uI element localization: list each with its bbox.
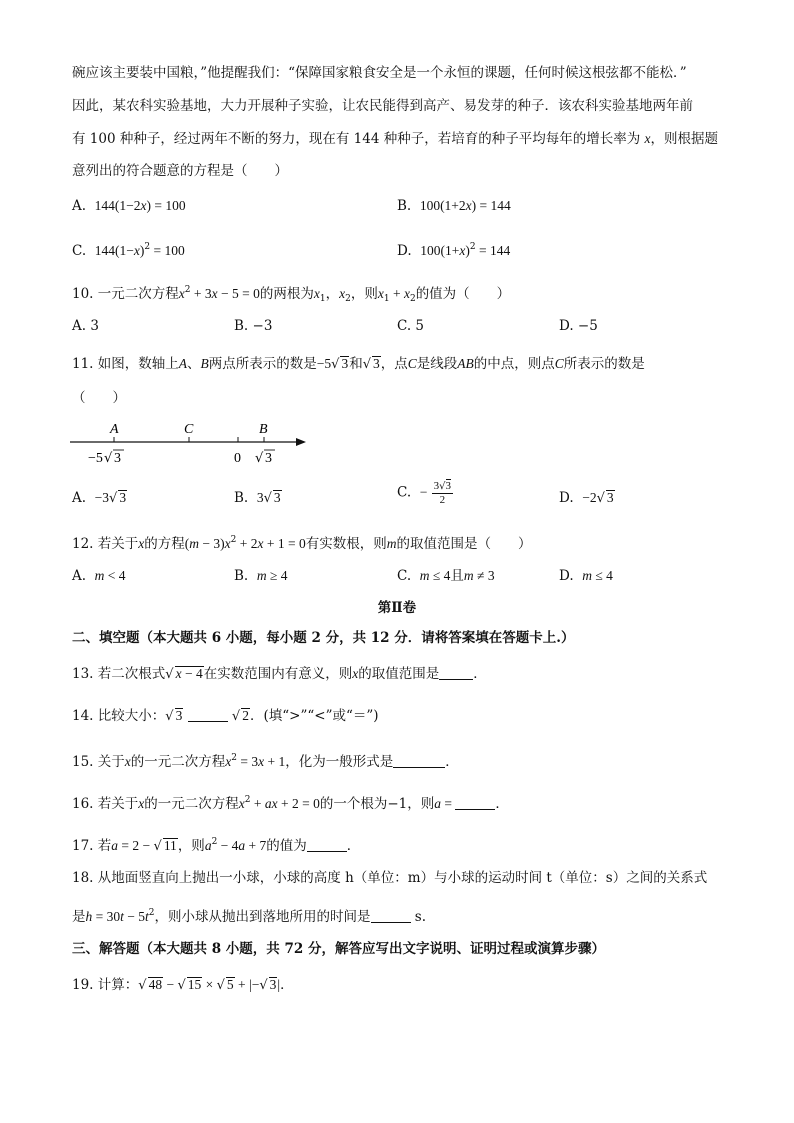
expr: x bbox=[313, 286, 320, 301]
expr: − 5 bbox=[123, 909, 146, 924]
expr: − bbox=[251, 977, 260, 992]
expr: m bbox=[582, 568, 592, 583]
paragraph-line-2: 因此，某农科实验基地，大力开展种子实验，让农民能得到高产、易发芽的种子．该农科实验基地两年前 bbox=[72, 98, 693, 114]
radical-sign: √ bbox=[439, 481, 446, 492]
stem-text: ． bbox=[445, 754, 459, 770]
subscript: 2 bbox=[345, 294, 351, 304]
q11-paren: （ ） bbox=[72, 390, 126, 406]
exponent: 2 bbox=[148, 908, 155, 918]
expr: x bbox=[238, 796, 245, 811]
stem-text: 关于 bbox=[97, 754, 125, 770]
stem-text: 是 bbox=[72, 909, 86, 925]
answer-blank[interactable] bbox=[371, 908, 411, 923]
expr: a bbox=[204, 838, 212, 853]
expr: = 144 bbox=[475, 243, 511, 258]
expr: − 3) bbox=[199, 536, 225, 551]
expr: + 1 = 0 bbox=[263, 536, 306, 551]
answer-blank[interactable] bbox=[188, 707, 228, 722]
q12-option-b[interactable] bbox=[234, 566, 287, 586]
expr: + 2 = 0 bbox=[277, 796, 320, 811]
tick-label-0: 0 bbox=[234, 451, 241, 466]
tick-label-a: −5 bbox=[88, 451, 103, 466]
expr: = 30 bbox=[92, 909, 121, 924]
expr: − bbox=[163, 977, 178, 992]
radicand: 3 bbox=[445, 480, 452, 492]
stem-text: 的取值范围是 bbox=[358, 666, 440, 682]
expr: (1+ bbox=[440, 243, 460, 258]
radical-sign: √ bbox=[153, 839, 162, 854]
exponent: 2 bbox=[231, 753, 238, 763]
expr: −2 bbox=[582, 490, 597, 505]
expr: 144 bbox=[94, 243, 115, 258]
radicand bbox=[175, 666, 204, 681]
q11-option-a[interactable] bbox=[72, 488, 127, 509]
exponent: 2 bbox=[184, 285, 191, 295]
expr: 144 bbox=[94, 198, 115, 213]
radicand: 3 bbox=[341, 356, 349, 371]
option-label: C. bbox=[72, 243, 87, 259]
q9-option-d[interactable] bbox=[397, 237, 510, 261]
expr: + 7 bbox=[245, 838, 267, 853]
question-number: 14. bbox=[72, 708, 94, 724]
radicand: 3 bbox=[273, 490, 281, 505]
expr: a bbox=[434, 796, 442, 811]
expr: = 100 bbox=[151, 198, 186, 213]
question-number: 15. bbox=[72, 754, 94, 770]
expr: m bbox=[386, 536, 397, 551]
expr: + 3 bbox=[190, 286, 212, 301]
expr: = 2 − bbox=[118, 838, 154, 853]
option-label: B. bbox=[397, 198, 412, 214]
point-label: C bbox=[554, 356, 564, 371]
expr: x bbox=[352, 666, 359, 681]
expr: a bbox=[111, 838, 119, 853]
stem-text: 和 bbox=[349, 356, 363, 372]
question-number: 19. bbox=[72, 977, 94, 993]
stem-text: ．(填“>”“<”或“＝”) bbox=[249, 708, 379, 724]
paragraph-line-3-end: ，则根据题 bbox=[650, 131, 718, 147]
paragraph-line-3-text: 有 100 种种子，经过两年不断的努力，现在有 144 种种子，若培育的种子平均每年的增长率为 bbox=[72, 131, 641, 147]
expr: = 100 bbox=[150, 243, 185, 258]
radical-sign: √ bbox=[231, 709, 241, 724]
radicand: 5 bbox=[226, 977, 234, 992]
expr: x bbox=[459, 243, 466, 258]
radical-sign: √ bbox=[596, 491, 605, 506]
option-label: D. bbox=[559, 568, 574, 584]
expr: × bbox=[202, 977, 217, 992]
expr: 100 bbox=[420, 243, 441, 258]
radical-sign: √ bbox=[165, 667, 174, 682]
expr: −5 bbox=[316, 356, 332, 371]
section-title: 第Ⅱ卷 bbox=[377, 600, 417, 616]
expr: ≥ 4 bbox=[266, 568, 288, 583]
answer-blank[interactable] bbox=[307, 837, 347, 852]
q10-option-a[interactable]: A. 3 bbox=[72, 318, 99, 334]
stem-text: 是线段 bbox=[416, 356, 458, 372]
answer-blank[interactable] bbox=[455, 795, 495, 810]
radicand: 3 bbox=[373, 356, 380, 371]
paragraph-line-4: 意列出的符合题意的方程是（ ） bbox=[72, 163, 288, 179]
question-number: 10. bbox=[72, 286, 94, 302]
expr: = 144 bbox=[476, 198, 511, 213]
stem-text: 若关于 bbox=[97, 536, 139, 552]
radical-sign: √ bbox=[138, 978, 147, 993]
expr: m bbox=[256, 568, 267, 583]
radical-sign: √ bbox=[259, 978, 268, 993]
tick-label-a-radicand: 3 bbox=[114, 451, 121, 466]
option-label: A. bbox=[72, 490, 87, 506]
point-label: C bbox=[407, 356, 417, 371]
paragraph-line-3 bbox=[72, 129, 718, 149]
expr: h bbox=[85, 909, 93, 924]
point-label: A bbox=[178, 356, 188, 371]
fraction-denominator: 2 bbox=[439, 494, 446, 506]
radicand: 15 bbox=[187, 977, 202, 992]
question-number: 12. bbox=[72, 536, 94, 552]
expr: x bbox=[175, 666, 182, 681]
stem-text: 的一元二次方程 bbox=[144, 796, 239, 812]
expr: x bbox=[339, 286, 346, 301]
expr: ) bbox=[471, 198, 477, 213]
radicand: 3 bbox=[269, 977, 277, 992]
label-point-b: B bbox=[259, 422, 268, 437]
q14 bbox=[72, 706, 379, 727]
radical-sign: √ bbox=[255, 451, 264, 466]
tick-label-b-radicand: 3 bbox=[265, 451, 272, 466]
expr: x bbox=[140, 198, 147, 213]
exponent: 2 bbox=[144, 242, 151, 252]
q9-option-a[interactable] bbox=[72, 196, 186, 216]
stem-text: ． bbox=[473, 666, 487, 682]
radicand: 11 bbox=[163, 838, 177, 853]
q12-option-a[interactable] bbox=[72, 566, 126, 586]
q10-stem bbox=[72, 280, 510, 309]
q11-stem bbox=[72, 354, 645, 375]
stem-text: 计算： bbox=[97, 977, 139, 993]
exponent: 2 bbox=[469, 242, 476, 252]
label-point-a: A bbox=[110, 422, 119, 437]
option-label: A. bbox=[72, 198, 87, 214]
stem-text: ． bbox=[346, 838, 361, 854]
expr: ≤ 4 bbox=[591, 568, 613, 583]
expr: (1− bbox=[114, 243, 134, 258]
expr: 3 bbox=[256, 490, 264, 505]
expr: x bbox=[178, 286, 185, 301]
expr: a bbox=[264, 796, 272, 811]
q11-option-d[interactable] bbox=[559, 488, 615, 509]
stem-text: ． bbox=[495, 796, 509, 812]
stem-text: ． bbox=[280, 977, 294, 993]
segment-label: AB bbox=[457, 356, 474, 371]
radicand: 3 bbox=[119, 490, 127, 505]
q13 bbox=[72, 664, 487, 685]
subscript: 1 bbox=[383, 294, 390, 304]
answer-blank[interactable] bbox=[439, 665, 473, 680]
radical-sign: √ bbox=[104, 451, 113, 466]
stem-text: ，化为一般形式是 bbox=[285, 754, 394, 770]
stem-text: 的取值范围是（ ） bbox=[396, 536, 532, 552]
point-label: B bbox=[200, 356, 209, 371]
q9-option-b[interactable] bbox=[397, 196, 511, 216]
expr: x bbox=[138, 536, 145, 551]
question-number: 16. bbox=[72, 796, 94, 812]
expr: = bbox=[441, 796, 456, 811]
q18-line-1 bbox=[72, 868, 707, 888]
expr: ( bbox=[184, 536, 190, 551]
radical-sign: √ bbox=[362, 357, 371, 372]
expr: ) bbox=[465, 243, 470, 258]
stem-text: 的中点，则点 bbox=[473, 356, 555, 372]
stem-text: 的值为（ ） bbox=[415, 286, 511, 302]
stem-text: ， bbox=[325, 286, 340, 302]
expr: < 4 bbox=[104, 568, 126, 583]
radical-sign: √ bbox=[165, 709, 174, 724]
expr: ≤ 4且 bbox=[429, 568, 464, 583]
expr: = 3 bbox=[237, 754, 259, 769]
expr: + 2 bbox=[236, 536, 258, 551]
variable-x: x bbox=[644, 131, 651, 146]
stem-text: 若关于 bbox=[97, 796, 139, 812]
stem-text: 的值为 bbox=[266, 838, 307, 854]
subscript: 2 bbox=[409, 294, 416, 304]
expr: x bbox=[138, 796, 145, 811]
q17 bbox=[72, 832, 360, 857]
expr: m bbox=[189, 536, 200, 551]
stem-text: 的一元二次方程 bbox=[130, 754, 226, 770]
expr: x bbox=[271, 796, 278, 811]
radicand: 3 bbox=[175, 708, 183, 723]
stem-text: 从地面竖直向上抛出一小球，小球的高度 h（单位：m）与小球的运动时间 t（单位：s）之间的关系式 bbox=[97, 870, 708, 886]
expr: ) bbox=[139, 243, 145, 258]
question-number: 17. bbox=[72, 838, 94, 854]
q19 bbox=[72, 975, 294, 996]
radical-sign: √ bbox=[331, 357, 340, 372]
expr: x bbox=[133, 243, 140, 258]
radical-sign: √ bbox=[263, 491, 272, 506]
stem-text: 两点所表示的数是 bbox=[208, 356, 317, 372]
fraction-numerator bbox=[432, 479, 453, 494]
question-number: 11. bbox=[72, 356, 94, 372]
expr: a bbox=[238, 838, 246, 853]
stem-text: 如图，数轴上 bbox=[97, 356, 179, 372]
expr: + bbox=[389, 286, 404, 301]
radical-sign: √ bbox=[216, 978, 225, 993]
exponent: 2 bbox=[211, 837, 218, 847]
expr: x bbox=[465, 198, 472, 213]
q12-option-d[interactable] bbox=[559, 566, 613, 586]
expr: t bbox=[145, 909, 149, 924]
q11-option-c[interactable] bbox=[397, 479, 453, 507]
expr: − 5 = 0 bbox=[217, 286, 260, 301]
exponent: 2 bbox=[244, 795, 251, 805]
radicand: 3 bbox=[606, 490, 614, 505]
abs-bar-left: | bbox=[249, 977, 252, 992]
expr: + bbox=[250, 796, 265, 811]
stem-text: 、 bbox=[187, 356, 201, 372]
paragraph-line-1: 碗应该主要装中国粮，”他提醒我们：“保障国家粮食安全是一个永恒的课题，任何时候这根弦都不能松．” bbox=[72, 65, 687, 81]
expr: − 4 bbox=[181, 666, 203, 681]
expr: x bbox=[225, 754, 232, 769]
expr: x bbox=[124, 754, 131, 769]
fraction bbox=[432, 479, 453, 507]
option-label: C. bbox=[397, 568, 412, 584]
question-number: 18. bbox=[72, 870, 94, 886]
stem-text: 所表示的数是 bbox=[563, 356, 645, 372]
stem-text: ，则 bbox=[350, 286, 378, 302]
expr: ) bbox=[146, 198, 151, 213]
stem-text: 在实数范围内有意义，则 bbox=[203, 666, 353, 682]
expr: t bbox=[120, 909, 124, 924]
expr: ≠ 3 bbox=[473, 568, 495, 583]
q10-option-c[interactable]: C. 5 bbox=[397, 318, 425, 334]
subscript: 1 bbox=[319, 294, 326, 304]
expr: 100 bbox=[419, 198, 441, 213]
stem-text: 的一个根为−1，则 bbox=[319, 796, 435, 812]
q10-option-d[interactable]: D. −5 bbox=[559, 318, 598, 334]
q18-line-2 bbox=[72, 903, 426, 927]
option-label: A. bbox=[72, 568, 87, 584]
expr: m bbox=[463, 568, 474, 583]
expr: x bbox=[377, 286, 384, 301]
option-label: B. bbox=[234, 568, 249, 584]
stem-text: 若二次根式 bbox=[97, 666, 166, 682]
stem-text: ，则 bbox=[177, 838, 205, 854]
q12-stem bbox=[72, 530, 531, 554]
expr: (1−2 bbox=[114, 198, 141, 213]
number-line-figure bbox=[68, 418, 328, 468]
answer-blank[interactable] bbox=[393, 753, 445, 768]
q9-option-c[interactable] bbox=[72, 237, 185, 261]
expr: −3 bbox=[94, 490, 110, 505]
radical-sign: √ bbox=[109, 491, 118, 506]
expr: m bbox=[94, 568, 105, 583]
stem-text: ，点 bbox=[380, 356, 408, 372]
q15 bbox=[72, 748, 459, 772]
stem-text: 的两根为 bbox=[259, 286, 314, 302]
option-label: D. bbox=[559, 490, 574, 506]
unit-text: s. bbox=[410, 909, 427, 925]
abs-bar-right: | bbox=[277, 977, 281, 992]
q16 bbox=[72, 790, 509, 814]
arrow-icon bbox=[296, 438, 306, 446]
stem-text: 一元二次方程 bbox=[97, 286, 179, 302]
stem-text: 有实数根，则 bbox=[305, 536, 387, 552]
expr: + bbox=[234, 977, 250, 992]
stem-text: ，则小球从抛出到落地所用的时间是 bbox=[154, 909, 371, 925]
stem-text: 比较大小： bbox=[97, 708, 166, 724]
expr: x bbox=[257, 536, 264, 551]
option-label: C. bbox=[397, 484, 412, 501]
expr: x bbox=[224, 536, 231, 551]
exponent: 2 bbox=[230, 535, 237, 545]
expr: x bbox=[258, 754, 265, 769]
expr: 3 bbox=[433, 480, 440, 492]
expr: + 1 bbox=[264, 754, 286, 769]
radical-sign: √ bbox=[177, 978, 186, 993]
stem-text: 的方程 bbox=[144, 536, 185, 552]
expr: − bbox=[419, 484, 428, 500]
part3-header: 三、解答题（本大题共 8 小题，共 72 分，解答应写出文字说明、证明过程或演算步骤） bbox=[72, 941, 605, 957]
radicand: 48 bbox=[148, 977, 163, 992]
option-label: D. bbox=[397, 243, 412, 259]
radicand: 2 bbox=[242, 708, 249, 723]
expr: − 4 bbox=[217, 838, 239, 853]
question-number: 13. bbox=[72, 666, 94, 682]
q10-option-b[interactable]: B. −3 bbox=[234, 318, 273, 334]
stem-text: 若 bbox=[97, 838, 112, 854]
expr: x bbox=[211, 286, 218, 301]
q12-option-c[interactable] bbox=[397, 566, 495, 586]
expr: (1+2 bbox=[440, 198, 466, 213]
option-label: B. bbox=[234, 490, 249, 506]
label-point-c: C bbox=[184, 422, 194, 437]
expr: m bbox=[419, 568, 430, 583]
q11-option-b[interactable] bbox=[234, 488, 282, 509]
part2-header: 二、填空题（本大题共 6 小题，每小题 2 分，共 12 分．请将答案填在答题卡上.） bbox=[72, 630, 575, 646]
expr: x bbox=[403, 286, 410, 301]
